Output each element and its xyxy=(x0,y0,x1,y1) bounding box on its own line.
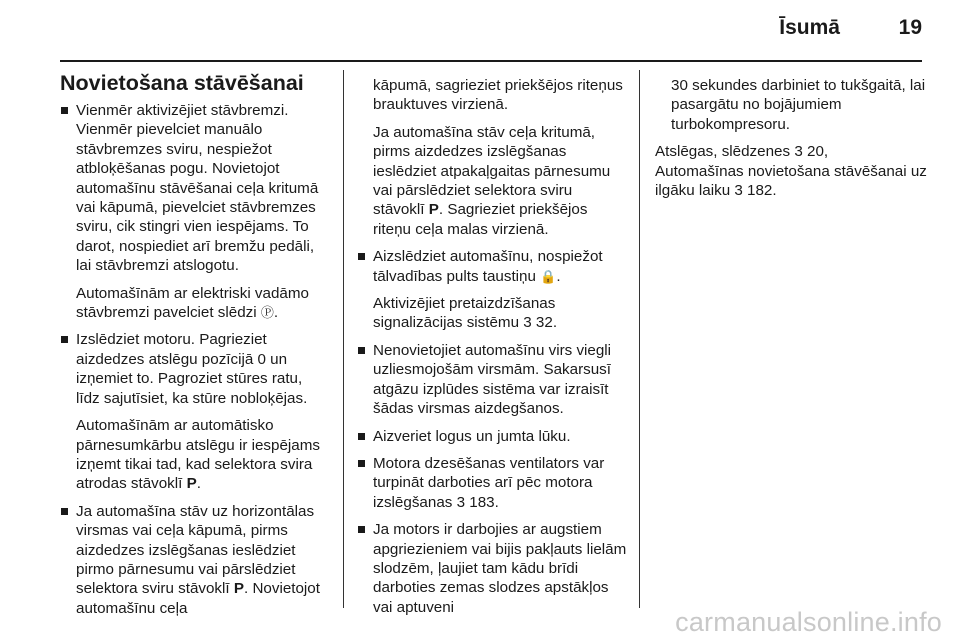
bullet-item xyxy=(60,330,328,408)
bullet-item xyxy=(60,502,328,618)
bold-text: P xyxy=(428,201,439,219)
page-reference: 3 183. xyxy=(456,493,499,511)
text: Aizslēdziet automašīnu, nospiežot tālvadības pults taustiņu xyxy=(373,248,603,285)
text: Aktivizējiet pretaizdzīšanas signalizācijas sistēmu xyxy=(373,295,556,332)
bullet-item xyxy=(357,520,627,617)
page-reference: 3 32. xyxy=(523,314,558,332)
text: Ja automašīna stāv ceļa kritumā, pirms aizdedzes izslēgšanas ieslēdziet atpakaļgaitas pārnesumu vai pārslēdziet selektora sviru stāvoklī xyxy=(373,123,611,219)
column-divider xyxy=(343,70,344,608)
text: Automašīnām ar automātisko pārnesumkārbu atslēgu ir iespējams izņemt tikai tad, kad selektora svira atrodas stāvoklī xyxy=(76,417,320,493)
bold-text: P xyxy=(233,580,244,598)
bullet-text: Vienmēr aktivizējiet stāvbremzi. Vienmēr pievelciet manuālo stāvbremzes sviru, nespiežot atbloķēšanas pogu. Novietojot automašīnu stāvēšanai ceļa kritumā vai kāpumā, pievelciet stāvbremzes sviru, cik stingri vien iespējams. To darot, nospiediet arī bremžu pedāli, lai stāvbremzi atslogotu. xyxy=(76,102,319,275)
text: . Sagrieziet priekšējos riteņu ceļa malas virzienā. xyxy=(373,201,588,238)
paragraph xyxy=(357,123,627,239)
running-header-title: Īsumā xyxy=(779,16,840,39)
page-reference: 3 20, xyxy=(794,143,829,161)
column-3 xyxy=(655,76,927,200)
paragraph xyxy=(60,284,328,323)
cross-reference xyxy=(655,162,927,201)
column-2 xyxy=(357,76,627,625)
paragraph xyxy=(60,416,328,494)
header-rule xyxy=(60,60,922,62)
paragraph xyxy=(357,294,627,333)
bullet-text: Aizveriet logus un jumta lūku. xyxy=(373,427,571,445)
bullet-item xyxy=(357,427,627,446)
text: . xyxy=(273,304,279,322)
bullet-item xyxy=(60,101,328,276)
paragraph xyxy=(655,76,927,134)
cross-reference xyxy=(655,142,927,161)
text: . xyxy=(556,267,561,285)
bullet-item xyxy=(357,247,627,286)
text: kāpumā, sagrieziet priekšējos riteņus brauktuves virzienā. xyxy=(373,77,623,114)
text: Atslēgas, slēdzenes xyxy=(655,143,791,161)
bullet-item xyxy=(357,454,627,512)
bullet-text: Nenovietojiet automašīnu virs viegli uzliesmojošām virsmām. Sakarsusī atgāzu izplūdes sistēma var izraisīt šādas virsmas aizdegšanos. xyxy=(373,341,612,418)
text: . xyxy=(196,475,201,493)
page-number: 19 xyxy=(898,16,922,39)
bullet-text: Ja motors ir darbojies ar augstiem apgriezieniem vai bijis pakļauts lielām slodzēm, ļaujiet tam kādu brīdi darboties zemas slodzes apstākļos vai aptuveni xyxy=(373,521,627,616)
lock-icon: 🔒 xyxy=(540,268,557,284)
bullet-text: Izslēdziet motoru. Pagrieziet aizdedzes atslēgu pozīcijā 0 un izņemiet to. Pagroziet stūres ratu, līdz sajutīsiet, ka stūre nobloķējas. xyxy=(76,331,308,407)
column-divider xyxy=(639,70,640,608)
text: Automašīnas novietošana stāvēšanai uz ilgāku laiku xyxy=(655,162,927,200)
text: Ja automašīna stāv uz horizontālas virsmas vai ceļa kāpumā, pirms aizdedzes izslēgšanas ieslēdziet pirmo pārnesumu vai pārslēdziet selektora sviru stāvoklī xyxy=(76,502,315,598)
text: . Novietojot automašīnu ceļa xyxy=(76,580,320,617)
text: Automašīnām ar elektriski vadāmo stāvbremzi pavelciet slēdzi xyxy=(76,284,309,322)
section-title: Novietošana stāvēšanai xyxy=(60,71,304,95)
paragraph xyxy=(357,76,627,115)
parking-brake-icon: Ⓟ xyxy=(260,305,274,321)
page-reference: 3 182. xyxy=(734,182,777,200)
watermark: carmanualsonline.info xyxy=(675,607,942,637)
column-1 xyxy=(60,70,328,626)
bold-text: P xyxy=(186,475,197,493)
bullet-text: Motora dzesēšanas ventilators var turpināt darboties arī pēc motora izslēgšanas xyxy=(373,454,605,511)
text: 30 sekundes darbiniet to tukšgaitā, lai pasargātu no bojājumiem turbokompresoru. xyxy=(671,77,926,133)
bullet-item xyxy=(357,341,627,419)
